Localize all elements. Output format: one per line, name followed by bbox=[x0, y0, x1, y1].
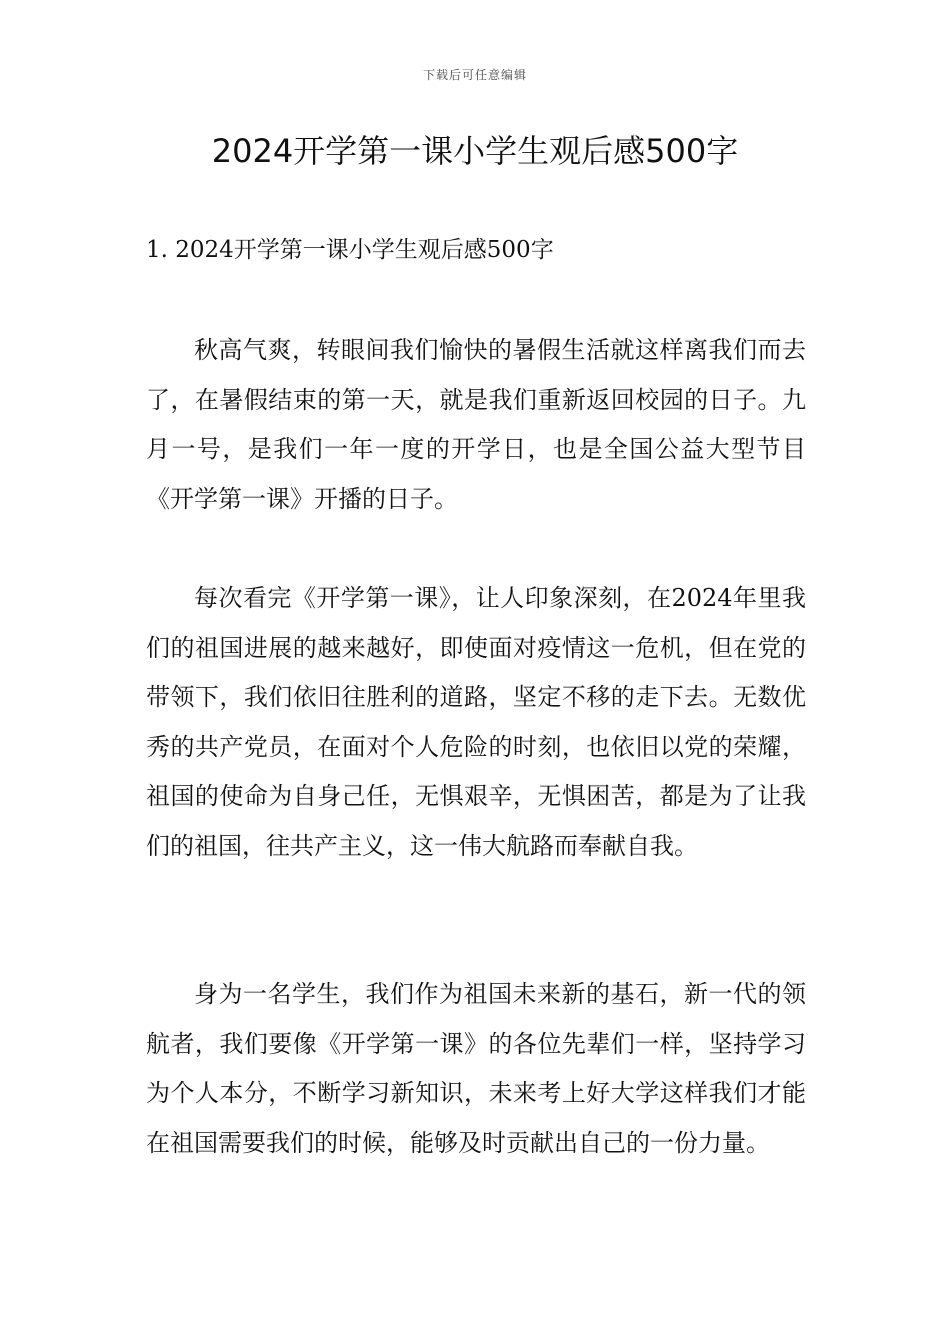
paragraph-2: 每次看完《开学第一课》，让人印象深刻，在2024年里我们的祖国进展的越来越好，即使面对疫情这一危机，但在党的带领下，我们依旧往胜利的道路，坚定不移的走下去。无数优秀的共产党员，在面对个人危险的时刻，也依旧以党的荣耀，祖国的使命为自身己任，无惧艰辛，无惧困苦，都是为了让我们的祖国，往共产主义，这一伟大航路而奉献自我。 bbox=[146, 584, 806, 860]
document-title: 2024开学第一课小学生观后感500字 bbox=[211, 132, 739, 170]
section-heading: 1. 2024开学第一课小学生观后感500字 bbox=[146, 237, 554, 263]
paragraph-1: 秋高气爽，转眼间我们愉快的暑假生活就这样离我们而去了，在暑假结束的第一天，就是我们重新返回校园的日子。九月一号，是我们一年一度的开学日，也是全国公益大型节目《开学第一课》开播的日子。 bbox=[146, 336, 806, 513]
header-note: 下载后可任意编辑 bbox=[422, 68, 527, 82]
paragraph-3: 身为一名学生，我们作为祖国未来新的基石，新一代的领航者，我们要像《开学第一课》的各位先辈们一样，坚持学习为个人本分，不断学习新知识，未来考上好大学这样我们才能在祖国需要我们的时候，能够及时贡献出自己的一份力量。 bbox=[146, 980, 806, 1157]
